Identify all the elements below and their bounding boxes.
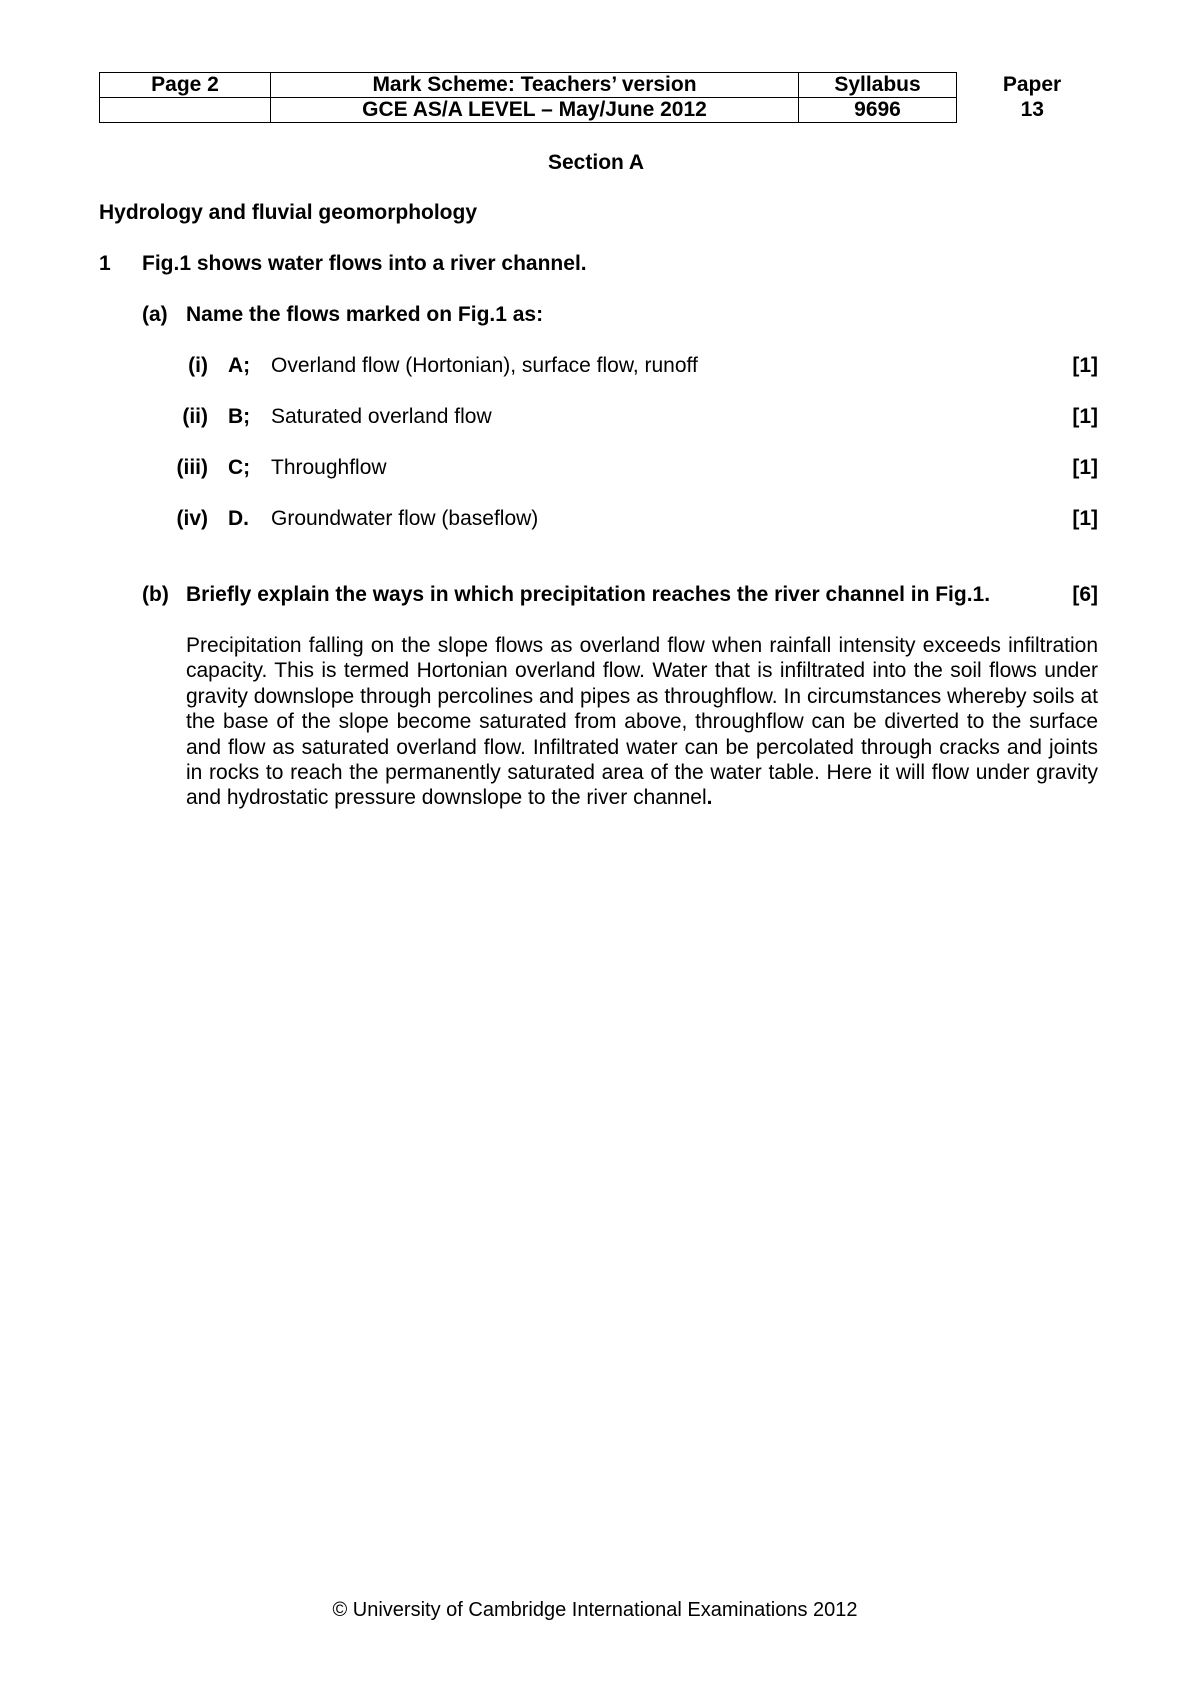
item-mark: [1] [1072,405,1098,428]
header-paper: 13 [1020,98,1044,121]
part-a-text: Name the flows marked on Fig.1 as: [186,303,544,326]
header-title-2: GCE AS/A LEVEL – May/June 2012 [271,98,799,123]
footer-copyright: © University of Cambridge International Examinations 2012 [332,1599,858,1621]
part-b-mark: [6] [1072,583,1098,606]
item-letter: A; [228,354,251,377]
item-number: (iv) [176,507,208,530]
part-b-label: (b) [142,583,169,606]
header-syllabus: 9696 [799,98,957,123]
header-syllabus-label: Syllabus [799,73,957,98]
header-paper-label: Paper [1002,73,1062,96]
item-number: (ii) [182,405,208,428]
item-mark: [1] [1072,354,1098,377]
item-answer: Saturated overland flow [271,405,492,428]
question-number: 1 [99,252,111,275]
item-answer: Groundwater flow (baseflow) [271,507,539,530]
item-letter: B; [228,405,251,428]
topic-heading: Hydrology and fluvial geomorphology [99,201,478,224]
item-number: (iii) [176,456,208,479]
part-b-answer [186,633,1098,811]
item-answer: Throughflow [271,456,387,479]
item-letter: D. [228,507,249,530]
item-number: (i) [188,354,208,377]
header-title-1: Mark Scheme: Teachers’ version [271,73,799,98]
item-mark: [1] [1072,456,1098,479]
item-mark: [1] [1072,507,1098,530]
part-b-answer-end: . [706,786,713,810]
header-empty-cell [100,98,271,123]
header-table [99,72,1108,123]
part-b-answer-text: Precipitation falling on the slope flows as overland flow when rainfall intensity exceeds infiltration capacity. This is termed Hortonian overland flow. Water that is infiltrated into the soil flows under gravity downslope through percolines and pipes as throughflow. In circumstances whereby soils at the base of the slope become saturated from above, throughflow can be diverted to the surface and flow as saturated overland flow. Infiltrated water can be percolated through cracks and joints in rocks to reach the permanently saturated area of the water table. Here it will flow under gravity and hydrostatic pressure downslope to the river channel [186,634,1098,810]
item-letter: C; [228,456,251,479]
question-text: Fig.1 shows water flows into a river channel. [142,252,587,275]
item-answer: Overland flow (Hortonian), surface flow, runoff [271,354,698,377]
section-title: Section A [548,151,645,174]
part-b-text: Briefly explain the ways in which precipitation reaches the river channel in Fig.1. [186,583,991,606]
part-a-label: (a) [142,303,168,326]
header-page: Page 2 [100,73,271,98]
